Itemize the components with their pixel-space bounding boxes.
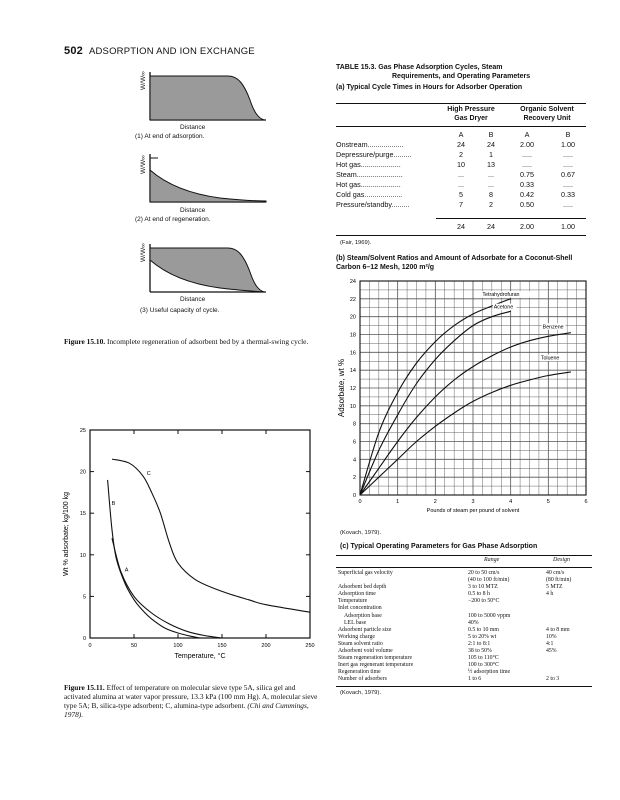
x-tick-label: 0	[88, 643, 92, 649]
series-line	[360, 333, 571, 495]
figure-15-10-caption	[64, 337, 322, 346]
running-title: ADSORPTION AND ION EXCHANGE	[88, 46, 255, 57]
parameter-cell: Adsorbent particle size	[338, 626, 392, 633]
useful-capacity-zone	[150, 248, 264, 292]
y-tick-label: 4	[352, 457, 356, 464]
cell-value: 7	[459, 199, 463, 209]
parameter-cell: LEL base	[344, 619, 367, 626]
panel-3-diagram	[140, 242, 270, 294]
table-row	[336, 605, 592, 612]
cell-value: .....	[522, 149, 532, 159]
row-label: Cold gas...................	[336, 189, 403, 199]
table-rule-mid	[336, 126, 586, 127]
design-cell: 5 MTZ	[546, 584, 563, 591]
y-tick-label: 10	[349, 403, 356, 410]
row-label: Pressure/standby.........	[336, 199, 410, 209]
x-tick-label: 100	[173, 643, 183, 649]
range-cell: 105 to 110°C	[468, 655, 499, 662]
cell-value: ...	[488, 179, 494, 189]
y-tick-label: 14	[349, 368, 356, 375]
range-cell: 100 to 300°C	[468, 662, 499, 669]
parameter-cell: Inlet concentration	[338, 605, 382, 612]
design-cell: 10%	[546, 633, 557, 640]
x-axis-label: Temperature, °C	[174, 653, 226, 660]
y-tick-label: 16	[349, 350, 356, 357]
panel-2-caption: (2) At end of regeneration.	[135, 216, 211, 223]
row-label: Depressure/purge.........	[336, 149, 412, 159]
col-group-high-pressure: High Pressure Gas Dryer	[447, 106, 495, 122]
total-cell: 2.00	[520, 221, 534, 231]
range-cell: 3 to 10 MTZ	[468, 584, 498, 591]
x-tick-label: 0	[358, 499, 362, 505]
cell-value: 0.50	[520, 199, 534, 209]
x-axis-label: Pounds of steam per pound of solvent	[426, 508, 520, 514]
table-row	[336, 627, 592, 634]
parameter-cell: Number of adsorbers	[338, 676, 387, 683]
parameter-cell	[336, 577, 466, 584]
cell-value: .....	[563, 199, 573, 209]
series-label: A	[124, 567, 129, 574]
col-range-header: Range	[484, 557, 500, 563]
x-tick-label: 200	[261, 643, 271, 649]
range-cell: 5 to 20% wt	[468, 633, 497, 640]
residual-zone	[150, 170, 266, 202]
design-cell	[544, 662, 592, 669]
sub-header: A	[524, 129, 530, 139]
y-tick-label: 0	[352, 493, 356, 499]
range-cell: −200 to 50°C	[468, 598, 500, 605]
row-label: Hot gas....................	[336, 159, 401, 169]
series-label: Tetrahydrofuran	[482, 292, 520, 299]
caption-text: Incomplete regeneration of adsorbent bed by a thermal-swing cycle.	[106, 337, 309, 346]
y-tick-label: 10	[79, 552, 86, 559]
series-label: Acetone	[493, 304, 514, 311]
parameter-cell: Working charge	[338, 633, 375, 640]
cell-value: 24	[487, 139, 495, 149]
total-cell: 1.00	[561, 221, 575, 231]
y-tick-label: 8	[352, 421, 356, 428]
design-cell: 40 cm/s	[546, 570, 565, 576]
y-tick-label: 20	[349, 314, 356, 321]
range-cell: 100 to 5000 vppm	[468, 612, 511, 619]
part-c-title: (c) Typical Operating Parameters for Gas Phase Adsorption	[340, 543, 538, 550]
table-c-rule-bottom	[336, 686, 592, 687]
row-label: Hot gas....................	[336, 179, 401, 189]
table-row	[336, 584, 592, 591]
series-line-C	[112, 459, 310, 612]
series-line	[360, 372, 571, 495]
x-tick-label: 5	[546, 499, 550, 505]
x-tick-label: 50	[130, 643, 138, 649]
col-group-organic-solvent: Organic Solvent Recovery Unit	[520, 106, 574, 122]
panel-2-ylabel: W/W∞	[140, 155, 147, 174]
operating-parameters-table	[336, 570, 592, 684]
table-a-source: (Fair, 1969).	[340, 240, 372, 246]
cell-value: 13	[487, 159, 495, 169]
totals-row	[334, 221, 588, 231]
cell-value: 24	[457, 139, 465, 149]
sub-header: B	[488, 129, 494, 139]
parameter-cell: Adsorption base	[344, 612, 382, 619]
range-cell: (40 to 100 ft/min)	[468, 577, 510, 584]
cell-value: ...	[488, 169, 494, 179]
cycle-times-table	[334, 129, 588, 209]
panel-3-ylabel: W/W∞	[140, 243, 147, 262]
table-15-3	[336, 64, 586, 93]
cell-value: 0.33	[561, 189, 575, 199]
series-line-A	[112, 538, 222, 638]
cell-value: .....	[563, 179, 573, 189]
design-cell	[544, 669, 592, 676]
design-cell: (80 ft/min)	[546, 577, 572, 584]
table-row	[336, 676, 592, 683]
table-rule-bottom	[336, 235, 586, 236]
table-row	[334, 179, 588, 189]
table-row	[336, 634, 592, 641]
table-row	[336, 620, 592, 627]
totals-table	[334, 221, 588, 231]
cell-value: 2	[459, 149, 463, 159]
table-row	[334, 169, 588, 179]
cell-value: 0.67	[561, 169, 575, 179]
parameter-cell: Adsorbent void volume	[338, 648, 393, 655]
col-design-header: Design	[553, 557, 570, 563]
range-cell	[466, 605, 544, 612]
cell-value: 1	[489, 149, 493, 159]
total-cell: 24	[457, 221, 465, 231]
row-label: Onstream..................	[336, 139, 404, 149]
design-cell	[544, 655, 592, 662]
table-c-rule-top	[336, 555, 592, 556]
cell-value: 5	[459, 189, 463, 199]
y-tick-label: 24	[349, 279, 356, 285]
cell-value: 0.75	[520, 169, 534, 179]
totals-rule	[436, 218, 586, 219]
table-c-source: (Kovach, 1979).	[340, 690, 381, 696]
range-cell: 0.5 to 8 h	[468, 591, 490, 598]
y-tick-label: 0	[82, 636, 86, 642]
x-tick-label: 2	[433, 499, 437, 505]
range-cell: 20 to 50 cm/s	[468, 570, 500, 576]
design-cell	[544, 605, 592, 612]
parameter-cell: Temperature	[338, 598, 368, 605]
design-cell: 4 to 8 mm	[546, 626, 570, 633]
table-row	[334, 159, 588, 169]
caption-label: Figure 15.10.	[64, 337, 106, 346]
row-label: Steam.......................	[336, 169, 403, 179]
table-b-source: (Kovach, 1979).	[340, 530, 381, 536]
range-cell: 2:1 to 8:1	[468, 640, 491, 647]
y-tick-label: 15	[79, 511, 86, 518]
cell-value: ...	[458, 169, 464, 179]
y-tick-label: 12	[349, 386, 356, 392]
caption-text: Effect of temperature on molecular sieve type 5A, silica gel and activated alumina at water vapor pressure, 13.3 kPa (100 mm Hg). A, molecular sieve type 5A; B, silica-type adsorbent; C, alumina-type adsorbent.	[64, 683, 318, 710]
sub-header-row	[334, 129, 588, 139]
table-row	[334, 199, 588, 209]
table-row	[336, 591, 592, 598]
series-label: B	[111, 500, 116, 507]
y-tick-label: 5	[82, 594, 86, 601]
cell-value: 0.33	[520, 179, 534, 189]
series-label: Toluene	[540, 355, 560, 362]
part-b-title: (b) Steam/Solvent Ratios and Amount of Adsorbate for a Coconut-Shell Carbon 6–12 Mesh, 1200 m²/g	[336, 255, 573, 271]
parameter-cell: Inert gas regenerant temperature	[338, 662, 414, 669]
panel-2-xlabel: Distance	[180, 207, 206, 214]
panel-1-xlabel: Distance	[180, 124, 206, 131]
range-cell: 0.5 to 10 mm	[468, 626, 499, 633]
series-label: Benzene	[542, 324, 564, 331]
cell-value: .....	[522, 159, 532, 169]
x-tick-label: 1	[396, 499, 400, 505]
y-tick-label: 20	[79, 469, 86, 476]
cell-value: 0.42	[520, 189, 534, 199]
table-c-rule-mid	[336, 567, 592, 568]
table-row	[336, 598, 592, 605]
panel-3-xlabel: Distance	[180, 296, 206, 303]
design-cell: 45%	[546, 648, 557, 655]
sub-header: B	[565, 129, 571, 139]
design-cell	[544, 620, 592, 627]
table-rule-top	[336, 103, 586, 104]
y-tick-label: 6	[352, 439, 356, 446]
parameter-cell: Superficial gas velocity	[338, 570, 393, 576]
figure-15-11-chart	[56, 420, 326, 670]
y-tick-label: 25	[79, 428, 86, 434]
panel-3-caption: (3) Useful capacity of cycle.	[140, 307, 220, 314]
steam-ratio-chart	[336, 275, 596, 527]
parameter-cell: Regeneration time	[338, 669, 381, 676]
caption-citation: (Chi and Cummings, 1978).	[64, 701, 309, 719]
design-cell: 4:1	[546, 640, 554, 647]
panel-1-diagram	[140, 70, 270, 122]
parameter-cell: Adsorption time	[338, 591, 376, 598]
cell-value: 8	[489, 189, 493, 199]
panel-1-ylabel: W/W∞	[140, 71, 147, 90]
table-row	[336, 577, 592, 584]
table-title-line-1: TABLE 15.3. Gas Phase Adsorption Cycles, Steam	[336, 64, 503, 71]
design-cell	[544, 613, 592, 620]
cell-value: .....	[563, 149, 573, 159]
panel-1-caption: (1) At end of adsorption.	[135, 133, 205, 140]
design-cell: 2 to 3	[546, 676, 560, 683]
cell-value: ...	[458, 179, 464, 189]
x-tick-label: 6	[584, 499, 588, 505]
table-row	[336, 662, 592, 669]
table-row	[336, 613, 592, 620]
x-tick-label: 150	[217, 643, 227, 649]
table-row	[334, 189, 588, 199]
parameter-cell: Steam solvent ratio	[338, 640, 383, 647]
cell-value: .....	[563, 159, 573, 169]
y-axis-label: Adsorbate, wt %	[337, 358, 346, 418]
design-cell: 4 h	[546, 591, 554, 598]
table-row	[334, 149, 588, 159]
table-row	[334, 139, 588, 149]
caption-label: Figure 15.11.	[64, 683, 105, 692]
part-a-title: (a) Typical Cycle Times in Hours for Adsorber Operation	[336, 84, 523, 91]
table-row	[336, 655, 592, 662]
figure-15-11-caption	[64, 683, 322, 719]
sub-header: A	[458, 129, 464, 139]
x-tick-label: 250	[305, 643, 315, 649]
x-tick-label: 4	[509, 499, 513, 505]
panel-2-diagram	[140, 152, 270, 204]
range-cell: 38 to 50%	[468, 648, 492, 655]
y-tick-label: 2	[352, 475, 356, 482]
x-tick-label: 3	[471, 499, 475, 505]
parameter-cell: Adsorbent bed depth	[338, 584, 387, 591]
cell-value: 2.00	[520, 139, 534, 149]
cell-value: 1.00	[561, 139, 575, 149]
page-number: 502	[64, 45, 83, 57]
adsorbed-zone	[150, 76, 264, 120]
table-row	[336, 641, 592, 648]
series-label: C	[146, 470, 151, 477]
cell-value: 10	[457, 159, 465, 169]
table-row	[336, 648, 592, 655]
page-header	[64, 45, 255, 57]
y-tick-label: 22	[349, 296, 356, 303]
y-axis-label: Wt % adsorbate; kg/100 kg	[63, 491, 70, 577]
table-title-line-2: Requirements, and Operating Parameters	[392, 72, 531, 80]
design-cell	[544, 598, 592, 605]
range-cell: 1 to 6	[468, 676, 482, 683]
cell-value: 2	[489, 199, 493, 209]
total-cell: 24	[487, 221, 495, 231]
range-cell: ½ adsorption time	[468, 669, 511, 676]
parameter-cell: Steam regeneration temperature	[338, 655, 413, 662]
range-cell: 40%	[468, 619, 479, 626]
y-tick-label: 18	[349, 332, 356, 339]
